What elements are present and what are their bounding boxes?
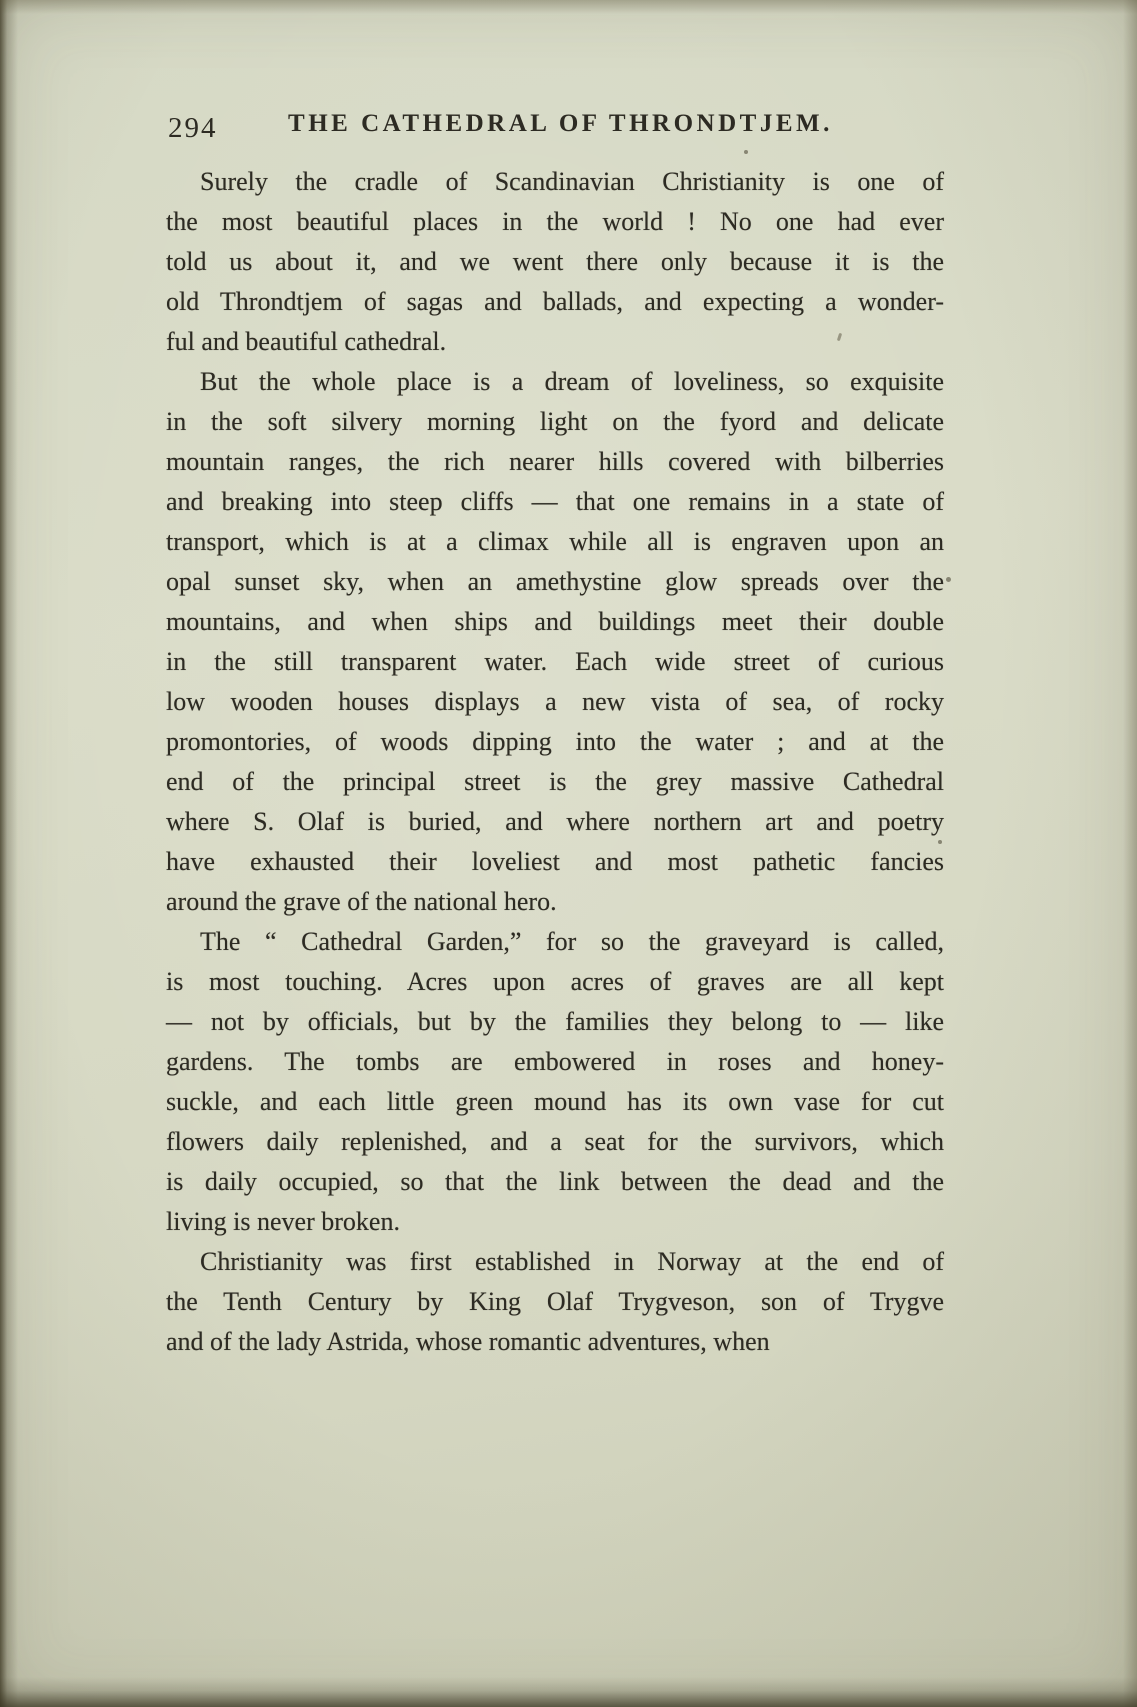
text-line: in the soft silvery morning light on the fyord and delicate	[166, 407, 944, 436]
text-line: gardens. The tombs are embowered in roses and honey-	[166, 1047, 944, 1076]
page-body	[166, 162, 944, 1362]
scan-speck	[946, 577, 951, 582]
page-number: 294	[168, 112, 218, 144]
text-line: Surely the cradle of Scandinavian Christianity is one of	[200, 167, 944, 196]
text-line: living is never broken.	[166, 1207, 400, 1236]
text-line: But the whole place is a dream of loveliness, so exquisite	[200, 367, 944, 396]
text-line: in the still transparent water. Each wide street of curious	[166, 647, 944, 676]
text-line: the most beautiful places in the world ! No one had ever	[166, 207, 944, 236]
text-line: — not by officials, but by the families they belong to — like	[166, 1007, 944, 1036]
scan-speck	[938, 840, 942, 844]
running-header	[166, 110, 944, 146]
text-line: where S. Olaf is buried, and where northern art and poetry	[166, 807, 944, 836]
text-line: low wooden houses displays a new vista of sea, of rocky	[166, 687, 944, 716]
text-line: transport, which is at a climax while all is engraven upon an	[166, 527, 944, 556]
text-line: have exhausted their loveliest and most pathetic fancies	[166, 847, 944, 876]
text-line: the Tenth Century by King Olaf Trygveson, son of Trygve	[166, 1287, 944, 1316]
text-line: around the grave of the national hero.	[166, 887, 557, 916]
text-line: Christianity was first established in Norway at the end of	[200, 1247, 944, 1276]
text-line: mountains, and when ships and buildings meet their double	[166, 607, 944, 636]
text-line: told us about it, and we went there only because it is the	[166, 247, 944, 276]
paragraph	[166, 922, 944, 1242]
paragraph	[166, 162, 944, 362]
scan-speck	[744, 150, 748, 154]
text-line: is daily occupied, so that the link between the dead and the	[166, 1167, 944, 1196]
scan-edge-left	[0, 0, 18, 1707]
text-line: flowers daily replenished, and a seat for the survivors, which	[166, 1127, 944, 1156]
scan-edge-top	[0, 0, 1137, 14]
text-line: is most touching. Acres upon acres of graves are all kept	[166, 967, 944, 996]
text-line: old Throndtjem of sagas and ballads, and expecting a wonder-	[166, 287, 944, 316]
paragraph	[166, 1242, 944, 1362]
text-line: end of the principal street is the grey massive Cathedral	[166, 767, 944, 796]
text-line: suckle, and each little green mound has its own vase for cut	[166, 1087, 944, 1116]
paragraph	[166, 362, 944, 922]
text-line: mountain ranges, the rich nearer hills covered with bilberries	[166, 447, 944, 476]
scan-edge-right	[1123, 0, 1137, 1707]
running-header-title: THE CATHEDRAL OF THRONDTJEM.	[288, 110, 833, 137]
text-line: and breaking into steep cliffs — that one remains in a state of	[166, 487, 944, 516]
text-line: ful and beautiful cathedral.	[166, 327, 447, 356]
text-line: promontories, of woods dipping into the water ; and at the	[166, 727, 944, 756]
text-line: The “ Cathedral Garden,” for so the graveyard is called,	[200, 927, 944, 956]
text-line: opal sunset sky, when an amethystine glow spreads over the	[166, 567, 944, 596]
scan-edge-bottom	[0, 1677, 1137, 1707]
text-line: and of the lady Astrida, whose romantic adventures, when	[166, 1327, 770, 1356]
